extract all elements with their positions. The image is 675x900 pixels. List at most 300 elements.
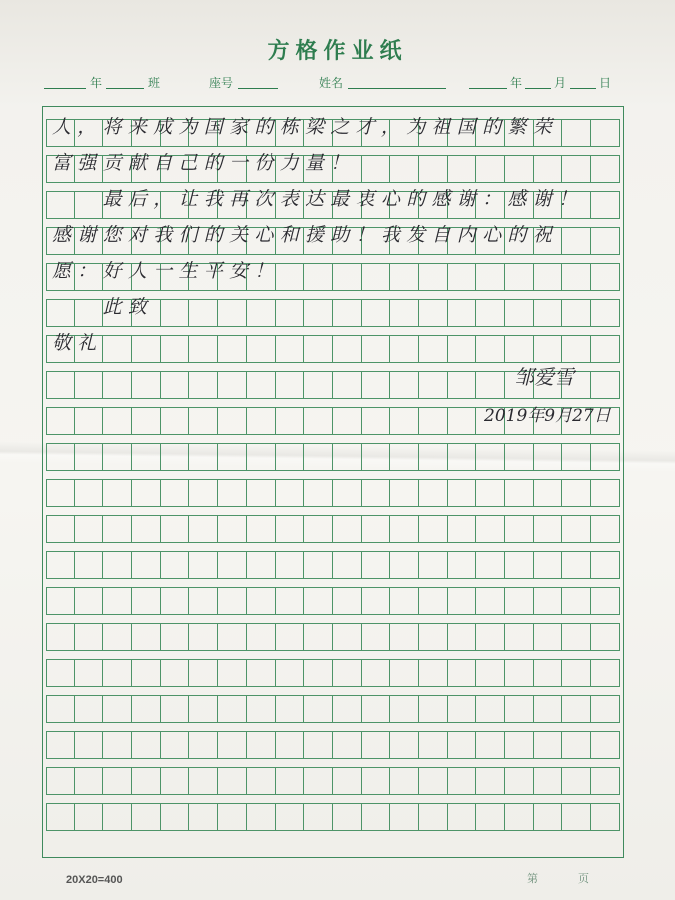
grid-cell [304, 515, 333, 543]
grid-row [46, 260, 620, 291]
grid-cell [591, 587, 620, 615]
grid-cell [419, 587, 448, 615]
grid-cell [161, 515, 190, 543]
grid-row [46, 296, 620, 327]
grid-cell [103, 731, 132, 759]
grid-cell [562, 695, 591, 723]
grid-row [46, 332, 620, 363]
grid-cell [362, 659, 391, 687]
grid-cell [448, 443, 477, 471]
letter-line: 敬礼 [52, 332, 103, 354]
grid-cell [247, 659, 276, 687]
grid-cell [247, 587, 276, 615]
grid-cell [161, 659, 190, 687]
grid-cell [132, 443, 161, 471]
grid-cell [304, 335, 333, 363]
grid-cell [448, 623, 477, 651]
grid-cell [189, 659, 218, 687]
letter-date: 2019年9月27日 [484, 406, 611, 426]
grid-paper [42, 106, 624, 858]
grid-cell [419, 263, 448, 291]
grid-cell [448, 407, 477, 435]
day-label: 日 [599, 76, 612, 90]
grid-cell [562, 767, 591, 795]
page-prefix: 第 [527, 873, 538, 885]
grid-cell [103, 335, 132, 363]
grid-cell [276, 587, 305, 615]
grid-cell [132, 587, 161, 615]
grid-cell [390, 695, 419, 723]
grid-cell [247, 407, 276, 435]
grid-cell [591, 803, 620, 831]
grid-row [46, 767, 620, 795]
grid-cell [333, 443, 362, 471]
grid-cell [103, 767, 132, 795]
grid-cell [132, 659, 161, 687]
grid-cell [390, 587, 419, 615]
grid-cell [419, 299, 448, 327]
grid-cell [276, 335, 305, 363]
grid-cell [276, 803, 305, 831]
grid-cell [591, 263, 620, 291]
grid-row [46, 551, 620, 579]
grid-cell [333, 623, 362, 651]
grid-cell [591, 731, 620, 759]
grid-cell [247, 335, 276, 363]
grid-cell [333, 803, 362, 831]
grid-cell [448, 731, 477, 759]
grid-cell [591, 227, 620, 255]
grid-cell [103, 371, 132, 399]
grid-cell [534, 479, 563, 507]
grid-cell [46, 695, 75, 723]
grid-cell [505, 623, 534, 651]
grid-cell [161, 623, 190, 651]
grid-cell [132, 407, 161, 435]
grid-cell [390, 803, 419, 831]
grid-cell [103, 803, 132, 831]
row-cells [46, 623, 620, 651]
grid-cell [419, 479, 448, 507]
grid-cell [476, 731, 505, 759]
grid-cell [476, 479, 505, 507]
grid-cell [448, 587, 477, 615]
grid-row [46, 188, 620, 219]
grid-cell [562, 587, 591, 615]
grid-cell [189, 803, 218, 831]
row-cells [46, 515, 620, 543]
grid-cell [476, 263, 505, 291]
day-blank [570, 88, 596, 89]
grid-cell [562, 515, 591, 543]
grid-row [46, 587, 620, 615]
grid-cell [362, 767, 391, 795]
grid-cell [276, 695, 305, 723]
grid-cell [562, 335, 591, 363]
grid-row [46, 116, 620, 147]
grid-cell [132, 767, 161, 795]
grid-cell [132, 623, 161, 651]
grid-cell [362, 587, 391, 615]
grid-cell [476, 299, 505, 327]
grid-cell [189, 335, 218, 363]
grid-cell [505, 155, 534, 183]
grid-cell [132, 803, 161, 831]
grid-cell [161, 407, 190, 435]
grid-cell [276, 731, 305, 759]
grid-cell [247, 371, 276, 399]
grid-cell [218, 659, 247, 687]
grid-cell [333, 659, 362, 687]
grid-cell [189, 407, 218, 435]
name-blank [348, 88, 446, 89]
grid-cell [304, 803, 333, 831]
grid-cell [304, 623, 333, 651]
grid-cell [505, 731, 534, 759]
grid-row [46, 365, 620, 399]
grid-cell [476, 659, 505, 687]
grid-cell [390, 407, 419, 435]
grid-cell [419, 659, 448, 687]
grid-cell [476, 587, 505, 615]
grid-cell [505, 263, 534, 291]
grid-cell [132, 479, 161, 507]
grid-cell [247, 623, 276, 651]
grid-cell [218, 695, 247, 723]
grid-cell [534, 551, 563, 579]
grid-cell [476, 515, 505, 543]
grid-cell [448, 335, 477, 363]
grid-cell [276, 551, 305, 579]
grid-cell [218, 443, 247, 471]
grid-cell [505, 695, 534, 723]
grid-cell [562, 551, 591, 579]
grid-cell [390, 155, 419, 183]
grid-cell [591, 623, 620, 651]
grid-cell [46, 803, 75, 831]
grid-cell [476, 551, 505, 579]
grid-cell [218, 479, 247, 507]
grid-cell [419, 695, 448, 723]
grid-cell [46, 371, 75, 399]
grid-cell [390, 515, 419, 543]
grid-cell [534, 803, 563, 831]
grid-cell [304, 731, 333, 759]
grid-cell [46, 551, 75, 579]
grid-cell [46, 479, 75, 507]
grade-blank [44, 88, 86, 89]
grid-row [46, 695, 620, 723]
grid-cell [247, 767, 276, 795]
grid-cell [362, 515, 391, 543]
grid-cell [276, 443, 305, 471]
grid-cell [390, 263, 419, 291]
grid-cell [362, 695, 391, 723]
grid-cell [247, 479, 276, 507]
grid-cell [448, 515, 477, 543]
grid-cell [448, 767, 477, 795]
grid-cell [562, 263, 591, 291]
grid-cell [161, 299, 190, 327]
grid-cell [419, 371, 448, 399]
grid-cell [562, 479, 591, 507]
grid-cell [189, 371, 218, 399]
row-cells [46, 695, 620, 723]
grid-cell [46, 515, 75, 543]
grid-cell [161, 731, 190, 759]
grid-cell [75, 731, 104, 759]
grid-cell [46, 731, 75, 759]
grid-cell [333, 731, 362, 759]
grid-cell [46, 767, 75, 795]
grid-row [46, 224, 620, 255]
grid-row [46, 803, 620, 831]
grid-cell [390, 731, 419, 759]
grid-cell [161, 551, 190, 579]
grid-cell [276, 515, 305, 543]
seat-blank [238, 88, 278, 89]
grid-cell [218, 803, 247, 831]
grid-cell [562, 299, 591, 327]
year-blank [469, 88, 507, 89]
grid-cell [46, 443, 75, 471]
grid-cell [189, 695, 218, 723]
letter-line: 富强贡献自己的一份力量！ [52, 152, 356, 174]
grid-cell [419, 155, 448, 183]
grid-cell [103, 407, 132, 435]
grid-cell [103, 659, 132, 687]
grid-cell [476, 371, 505, 399]
grid-cell [161, 443, 190, 471]
grid-cell [591, 371, 620, 399]
grid-cell [390, 551, 419, 579]
grid-cell [189, 623, 218, 651]
grid-cell [390, 767, 419, 795]
grid-cell [161, 695, 190, 723]
grade-label: 年 [90, 76, 103, 90]
grid-cell [390, 623, 419, 651]
grid-cell [362, 443, 391, 471]
grid-cell [333, 479, 362, 507]
grid-cell [534, 659, 563, 687]
header-fields [44, 74, 644, 96]
letter-line: 人，将来成为国家的栋梁之才，为祖国的繁荣 [52, 116, 559, 138]
grid-cell [419, 551, 448, 579]
grid-cell [591, 119, 620, 147]
grid-cell [562, 227, 591, 255]
grid-cell [591, 155, 620, 183]
page-suffix: 页 [578, 873, 589, 885]
grid-cell [103, 479, 132, 507]
grid-cell [46, 407, 75, 435]
grid-cell [362, 263, 391, 291]
grid-cell [276, 299, 305, 327]
letter-line: 愿：好人一生平安！ [52, 260, 280, 282]
grid-cell [562, 443, 591, 471]
grid-cell [304, 767, 333, 795]
grid-cell [333, 263, 362, 291]
grid-cell [304, 659, 333, 687]
grid-cell [218, 731, 247, 759]
grid-cell [534, 515, 563, 543]
grid-cell [534, 587, 563, 615]
grid-cell [505, 479, 534, 507]
grid-cell [419, 731, 448, 759]
grid-cell [247, 695, 276, 723]
year-label: 年 [510, 76, 523, 90]
grid-cell [362, 299, 391, 327]
grid-cell [276, 659, 305, 687]
grid-cell [75, 443, 104, 471]
row-cells [46, 443, 620, 471]
grid-cell [333, 767, 362, 795]
grid-cell [247, 551, 276, 579]
grid-cell [132, 695, 161, 723]
row-cells [46, 767, 620, 795]
grid-cell [562, 659, 591, 687]
grid-cell [419, 515, 448, 543]
grid-cell [505, 335, 534, 363]
grid-cell [75, 371, 104, 399]
grid-cell [189, 299, 218, 327]
grid-cell [132, 551, 161, 579]
grid-cell [362, 335, 391, 363]
grid-cell [505, 443, 534, 471]
grid-cell [161, 479, 190, 507]
grid-cell [189, 587, 218, 615]
grid-cell [534, 155, 563, 183]
grid-cell [534, 443, 563, 471]
grid-cell [505, 587, 534, 615]
grid-cell [448, 659, 477, 687]
grid-cell [476, 803, 505, 831]
grid-cell [333, 515, 362, 543]
grid-cell [304, 371, 333, 399]
grid-cell [333, 407, 362, 435]
grid-cell [218, 587, 247, 615]
grid-cell [161, 335, 190, 363]
grid-row [46, 623, 620, 651]
row-cells [46, 335, 620, 363]
grid-cell [333, 299, 362, 327]
grid-cell [304, 443, 333, 471]
grid-cell [304, 551, 333, 579]
grid-cell [419, 767, 448, 795]
grid-cell [390, 479, 419, 507]
grid-cell [362, 479, 391, 507]
grid-cell [75, 695, 104, 723]
grid-cell [333, 551, 362, 579]
grid-cell [333, 587, 362, 615]
grid-cell [562, 731, 591, 759]
grid-cell [75, 623, 104, 651]
letter-line: 最后，让我再次表达最衷心的感谢：感谢！ [52, 188, 584, 210]
grid-cell [534, 335, 563, 363]
row-cells [46, 659, 620, 687]
grid-cell [304, 587, 333, 615]
grid-row [46, 407, 620, 435]
seat-label: 座号 [209, 76, 234, 90]
grid-cell [333, 335, 362, 363]
grid-cell [276, 767, 305, 795]
grid-cell [419, 803, 448, 831]
grid-cell [505, 515, 534, 543]
grid-cell [46, 587, 75, 615]
grid-cell [218, 767, 247, 795]
row-cells [46, 479, 620, 507]
grid-cell [276, 263, 305, 291]
grid-cell [591, 299, 620, 327]
grid-cell [75, 407, 104, 435]
grid-cell [591, 479, 620, 507]
grid-cell [276, 407, 305, 435]
class-label: 班 [148, 76, 161, 90]
grid-cell [218, 551, 247, 579]
grid-cell [161, 803, 190, 831]
grid-cell [218, 335, 247, 363]
grid-cell [591, 767, 620, 795]
grid-cell [218, 623, 247, 651]
grid-cell [362, 803, 391, 831]
signature: 邹爱雪 [514, 365, 574, 389]
page-number-label [527, 870, 589, 886]
grid-cell [75, 659, 104, 687]
grid-cell [218, 299, 247, 327]
grid-spec-label: 20X20=400 [66, 874, 123, 886]
grid-cell [189, 443, 218, 471]
grid-cell [534, 695, 563, 723]
grid-cell [390, 371, 419, 399]
row-cells [46, 803, 620, 831]
grid-cell [591, 659, 620, 687]
grid-cell [419, 407, 448, 435]
grid-cell [591, 335, 620, 363]
grid-cell [390, 335, 419, 363]
grid-cell [448, 263, 477, 291]
grid-cell [591, 191, 620, 219]
grid-cell [218, 371, 247, 399]
grid-cell [419, 443, 448, 471]
grid-cell [132, 371, 161, 399]
grid-cell [476, 335, 505, 363]
grid-cell [333, 695, 362, 723]
grid-cell [362, 407, 391, 435]
grid-cell [189, 731, 218, 759]
grid-cell [75, 479, 104, 507]
grid-cell [189, 767, 218, 795]
grid-cell [505, 299, 534, 327]
grid-cell [419, 623, 448, 651]
row-cells [46, 551, 620, 579]
grid-cell [103, 443, 132, 471]
grid-cell [362, 551, 391, 579]
grid-row [46, 443, 620, 471]
grid-cell [103, 695, 132, 723]
grid-cell [75, 551, 104, 579]
grid-cell [476, 695, 505, 723]
grid-cell [161, 587, 190, 615]
grid-cell [562, 155, 591, 183]
class-blank [106, 88, 144, 89]
month-blank [525, 88, 551, 89]
grid-cell [103, 515, 132, 543]
grid-cell [534, 767, 563, 795]
grid-cell [46, 659, 75, 687]
grid-cell [247, 803, 276, 831]
grid-cell [304, 479, 333, 507]
grid-row [46, 152, 620, 183]
grid-cell [161, 767, 190, 795]
